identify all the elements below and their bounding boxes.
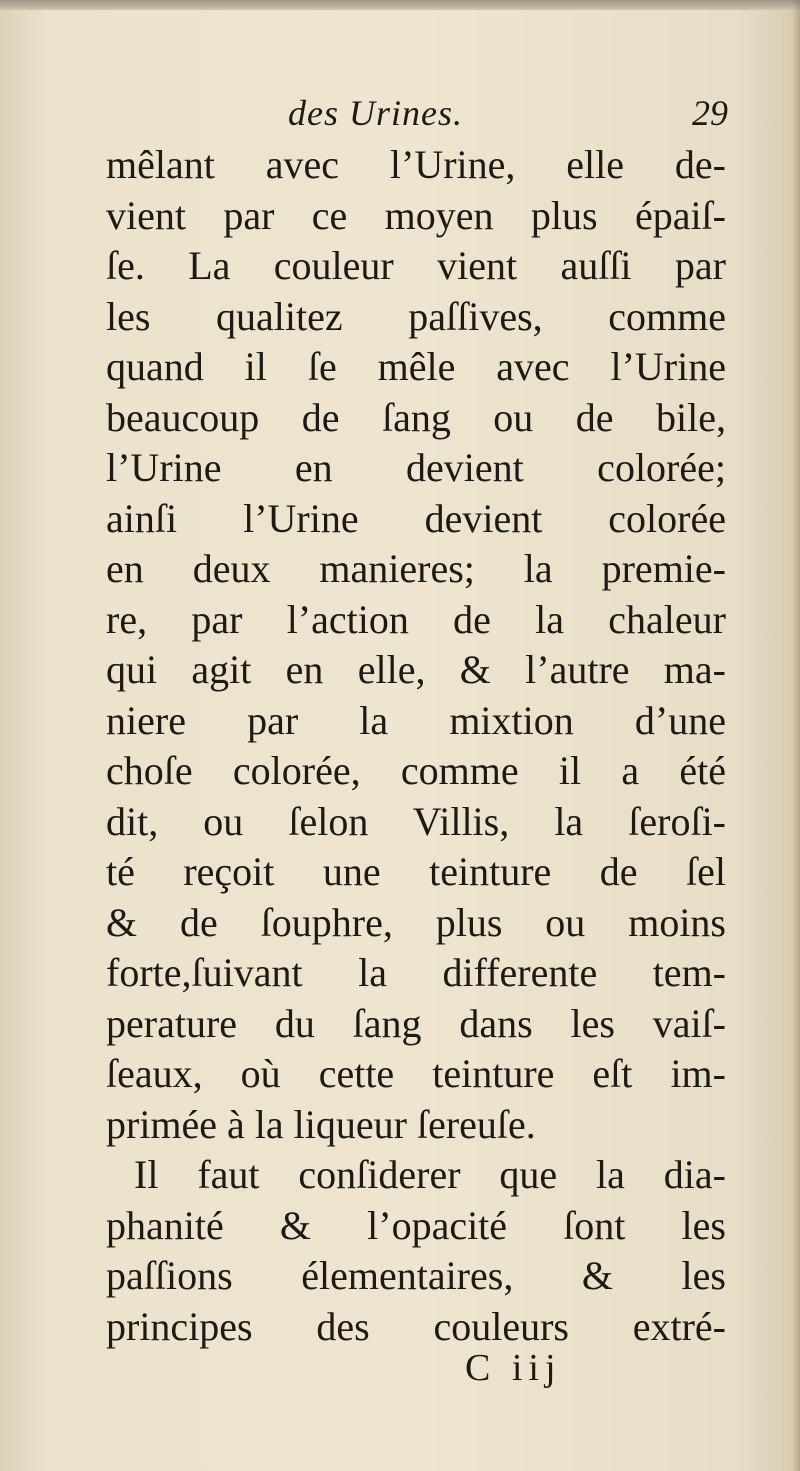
text-line: les qualitez paſſives, comme	[106, 293, 726, 339]
page-top-edge	[0, 0, 800, 10]
body-text	[106, 140, 726, 1352]
paragraph-start-line: Il faut conſiderer que la dia-	[134, 1152, 726, 1197]
text-line: quand il ſe mêle avec l’Urine	[106, 344, 726, 389]
text-line: té reçoit une teinture de ſel	[106, 849, 726, 894]
text-line: re, par l’action de la chaleur	[106, 596, 726, 642]
text-line: & de ſouphre, plus ou moins	[106, 899, 726, 945]
signature-mark: C iij	[465, 1347, 562, 1389]
running-title: des Urines.	[288, 93, 463, 133]
text-line: forte,ſuivant la differente tem-	[106, 950, 726, 995]
text-line: phanité & l’opacité ſont les	[106, 1202, 726, 1248]
text-line: perature du ſang dans les vaiſ-	[106, 1000, 726, 1046]
text-line: ſeaux, où cette teinture eſt im-	[106, 1051, 726, 1096]
page-number: 29	[692, 93, 728, 133]
text-line: primée à la liqueur ſereuſe.	[106, 1101, 536, 1147]
text-line: ſe. La couleur vient auſſi par	[106, 243, 726, 288]
text-line: qui agit en elle, & l’autre ma-	[106, 647, 726, 692]
text-line: ainſi l’Urine devient colorée	[106, 495, 726, 541]
text-line: beaucoup de ſang ou de bile,	[106, 394, 726, 440]
text-line: niere par la mixtion d’une	[106, 697, 726, 743]
text-line: principes des couleurs extré-	[106, 1303, 726, 1349]
text-line: en deux manieres; la premie-	[106, 546, 726, 591]
page-right-edge	[792, 0, 800, 1471]
text-line: mêlant avec l’Urine, elle de-	[106, 142, 726, 187]
text-line: dit, ou ſelon Villis, la ſeroſi-	[106, 798, 726, 844]
text-line: l’Urine en devient colorée;	[106, 445, 726, 490]
text-line: paſſions élementaires, & les	[106, 1253, 726, 1298]
page-header	[108, 92, 728, 142]
text-line: choſe colorée, comme il a été	[106, 748, 726, 793]
text-line: vient par ce moyen plus épaiſ-	[106, 192, 726, 238]
